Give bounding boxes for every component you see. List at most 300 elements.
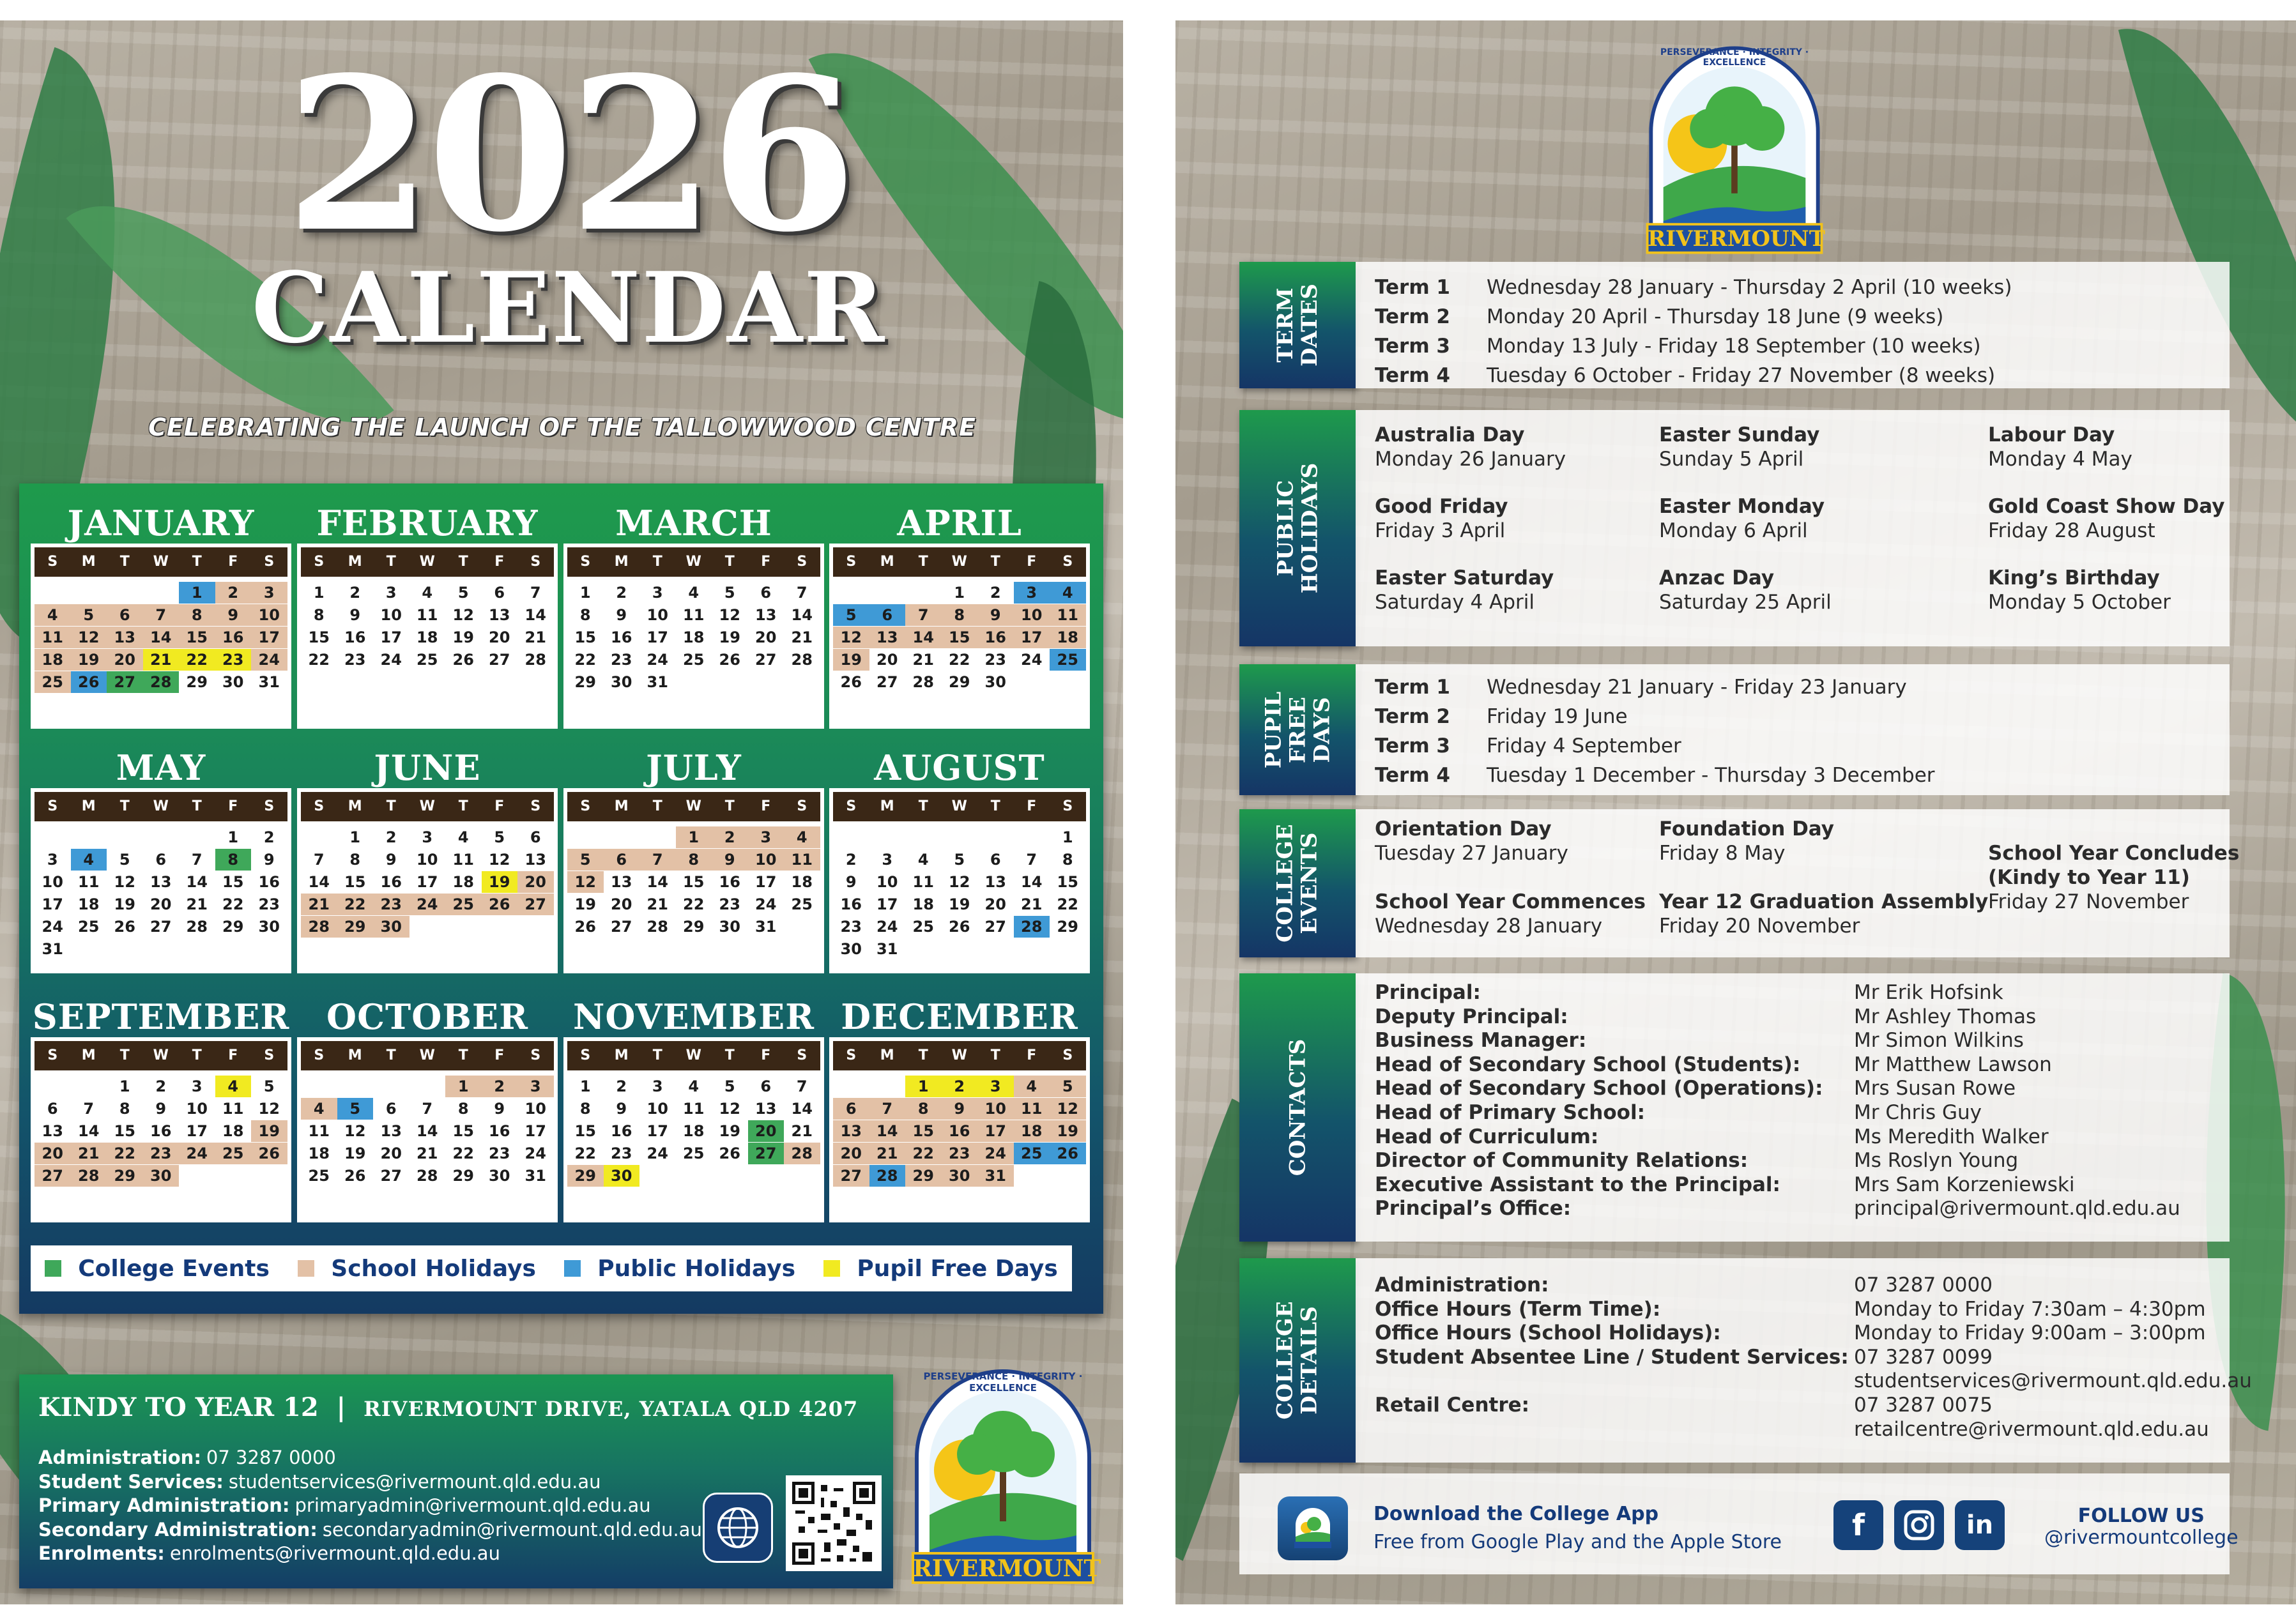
week-row — [567, 916, 820, 938]
info-item-name: King’s Birthday — [1988, 567, 2160, 590]
month-grid — [31, 788, 291, 973]
day-cell: 5 — [1050, 1076, 1086, 1097]
day-cell: 4 — [301, 1098, 337, 1120]
day-cell: 22 — [683, 895, 705, 913]
day-cell: 15 — [222, 873, 244, 891]
contact-footer — [19, 1374, 893, 1588]
weekday-label: T — [192, 554, 202, 570]
weekday-label: W — [153, 1047, 169, 1063]
day-cell: 30 — [840, 940, 862, 958]
weekday-label: S — [1062, 554, 1073, 570]
day-cell: 15 — [452, 1122, 474, 1140]
info-item-date: Wednesday 28 January — [1375, 915, 1603, 938]
day-cell: 26 — [482, 894, 518, 915]
day-cell: 6 — [833, 1098, 869, 1120]
college-details-tab-label: COLLEGE DETAILS — [1273, 1301, 1323, 1420]
day-cell: 8 — [905, 1098, 942, 1120]
social-handle[interactable]: @rivermountcollege — [2044, 1526, 2239, 1549]
detail-value: Mr Chris Guy — [1854, 1101, 1982, 1124]
day-cell: 5 — [457, 584, 469, 602]
weekday-label: T — [386, 798, 396, 814]
day-cell: 16 — [611, 1122, 632, 1140]
day-cell: 3 — [47, 851, 58, 869]
empty-day-cell — [712, 1165, 748, 1187]
day-cell: 9 — [977, 604, 1014, 626]
day-cell: 10 — [251, 604, 287, 626]
day-cell: 26 — [840, 673, 862, 691]
day-cell: 31 — [977, 1165, 1014, 1187]
public-holidays-body — [1356, 410, 2230, 646]
day-cell: 3 — [385, 584, 397, 602]
term-text: Wednesday 21 January - Friday 23 January — [1487, 676, 1907, 699]
day-cell: 18 — [417, 628, 438, 646]
legend-swatch — [298, 1260, 314, 1277]
day-cell: 14 — [186, 873, 208, 891]
day-cell: 1 — [676, 826, 712, 848]
day-cell: 11 — [452, 851, 474, 869]
day-cell: 21 — [143, 649, 180, 671]
empty-day-cell — [1014, 826, 1050, 848]
legend-label: School Holidays — [331, 1255, 536, 1282]
day-cell: 31 — [647, 673, 668, 691]
weekday-label: S — [47, 798, 58, 814]
empty-day-cell — [869, 826, 906, 848]
day-cell: 7 — [191, 851, 203, 869]
day-cell: 1 — [349, 828, 361, 846]
weekday-label: W — [951, 554, 967, 570]
day-cell: 11 — [784, 849, 820, 871]
month-grid — [563, 1037, 824, 1222]
day-cell: 14 — [143, 627, 180, 648]
day-cell: 26 — [114, 918, 135, 936]
day-cell: 6 — [385, 1100, 397, 1118]
day-cell: 8 — [1062, 851, 1073, 869]
day-cell: 21 — [912, 651, 934, 669]
info-item-date: Friday 3 April — [1375, 519, 1506, 542]
day-cell: 4 — [784, 826, 820, 848]
info-item-name: Easter Sunday — [1659, 423, 1820, 446]
day-cell: 22 — [574, 651, 596, 669]
day-cell: 27 — [517, 894, 554, 915]
college-events-tab-label: COLLEGE EVENTS — [1273, 824, 1323, 943]
day-cell: 3 — [251, 582, 287, 604]
month-name: AUGUST — [874, 747, 1045, 788]
day-cell: 20 — [876, 651, 898, 669]
linkedin-icon[interactable]: in — [1955, 1500, 2005, 1550]
weekday-label: T — [990, 1047, 1000, 1063]
empty-day-cell — [748, 1165, 784, 1187]
info-item — [1375, 494, 1508, 543]
day-cell: 6 — [604, 849, 640, 871]
legend-item — [298, 1256, 536, 1282]
weekday-label: T — [119, 1047, 130, 1063]
contacts-section — [1239, 973, 2230, 1242]
detail-label: Office Hours (Term Time): — [1375, 1297, 1661, 1321]
weekday-label: F — [228, 1047, 238, 1063]
day-cell: 14 — [905, 627, 942, 648]
empty-day-cell — [34, 826, 71, 848]
weekday-header — [34, 1041, 287, 1070]
info-item-date: Saturday 25 April — [1659, 591, 1832, 614]
week-row — [301, 894, 554, 916]
weekday-label: W — [153, 798, 169, 814]
day-cell: 19 — [251, 1120, 287, 1142]
detail-row — [1375, 1125, 2049, 1150]
day-cell: 7 — [796, 1077, 807, 1095]
day-cell: 27 — [489, 651, 510, 669]
day-cell: 7 — [313, 851, 325, 869]
day-cell: 21 — [791, 1122, 813, 1140]
weekday-label: W — [951, 1047, 967, 1063]
empty-day-cell — [337, 1076, 374, 1097]
empty-day-cell — [1014, 671, 1050, 693]
day-cell: 24 — [380, 651, 402, 669]
day-cell: 3 — [191, 1077, 203, 1095]
day-cell: 11 — [1050, 604, 1086, 626]
week-row — [567, 871, 820, 894]
week-row — [833, 916, 1086, 938]
detail-label: Executive Assistant to the Principal: — [1375, 1173, 1780, 1196]
footer-contact-label: Secondary Administration: — [38, 1518, 318, 1540]
instagram-glyph — [1902, 1509, 1936, 1542]
day-cell: 22 — [179, 649, 215, 671]
empty-day-cell — [107, 582, 143, 604]
day-cell: 18 — [222, 1122, 244, 1140]
detail-label: Principal: — [1375, 981, 1481, 1004]
info-item-name: Orientation Day — [1375, 818, 1552, 841]
weekday-label: T — [990, 554, 1000, 570]
day-cell: 12 — [1050, 1098, 1086, 1120]
day-cell: 2 — [263, 828, 275, 846]
weekday-label: S — [314, 1047, 325, 1063]
day-cell: 3 — [1014, 582, 1050, 604]
day-cell: 21 — [417, 1145, 438, 1162]
day-cell: 1 — [579, 584, 591, 602]
info-item-name: School Year Commences — [1375, 890, 1646, 913]
week-row — [567, 1098, 820, 1120]
day-cell: 14 — [524, 606, 546, 624]
college-app-icon[interactable] — [1278, 1496, 1348, 1560]
detail-value: Mr Erik Hofsink — [1854, 981, 2003, 1004]
day-cell: 12 — [833, 627, 869, 648]
week-row — [34, 671, 287, 694]
footer-contact-label: Primary Administration: — [38, 1495, 290, 1516]
month-december — [829, 991, 1090, 1222]
college-details-section — [1239, 1258, 2252, 1463]
public-holidays-tab — [1239, 410, 1356, 646]
weekday-label: W — [685, 798, 701, 814]
week-row — [301, 871, 554, 894]
day-cell: 27 — [876, 673, 898, 691]
term-line — [1375, 305, 1943, 328]
empty-day-cell — [1050, 671, 1086, 693]
week-row — [34, 649, 287, 671]
day-cell: 24 — [647, 651, 668, 669]
day-cell: 1 — [954, 584, 965, 602]
day-cell: 6 — [494, 584, 505, 602]
weekday-label: S — [530, 1047, 541, 1063]
day-cell: 29 — [1057, 918, 1078, 936]
detail-value: Ms Roslyn Young — [1854, 1149, 2019, 1173]
week-row — [833, 826, 1086, 849]
month-november — [563, 991, 824, 1222]
month-february — [297, 498, 558, 729]
day-cell: 16 — [344, 628, 366, 646]
term-label: Term 3 — [1375, 734, 1451, 757]
week-row — [301, 826, 554, 849]
weekday-label: S — [314, 554, 325, 570]
weekday-label: S — [580, 798, 591, 814]
day-cell: 16 — [611, 628, 632, 646]
footer-contact-value[interactable]: secondaryadmin@rivermount.qld.edu.au — [322, 1518, 702, 1540]
day-cell: 27 — [755, 651, 777, 669]
info-item — [1375, 817, 1568, 865]
day-cell: 23 — [215, 649, 252, 671]
day-cell: 4 — [71, 849, 107, 871]
info-item-name: Labour Day — [1988, 423, 2115, 446]
weekday-label: T — [386, 554, 396, 570]
day-cell: 26 — [719, 651, 740, 669]
footer-contact-value[interactable]: enrolments@rivermount.qld.edu.au — [169, 1542, 500, 1564]
empty-day-cell — [107, 826, 143, 848]
day-cell: 5 — [567, 849, 604, 871]
qr-code-icon — [792, 1482, 875, 1565]
day-cell: 21 — [524, 628, 546, 646]
empty-day-cell — [517, 916, 554, 938]
info-item-name: Australia Day — [1375, 423, 1525, 446]
week-row — [301, 916, 554, 938]
week-row — [833, 849, 1086, 871]
term-dates-body — [1356, 262, 2230, 388]
week-row — [301, 582, 554, 604]
college-crest-top — [1639, 45, 1830, 255]
day-cell: 25 — [683, 1145, 705, 1162]
day-cell: 6 — [155, 851, 167, 869]
day-cell: 25 — [1050, 649, 1086, 671]
day-cell: 4 — [34, 604, 71, 626]
day-cell: 17 — [755, 873, 777, 891]
detail-label: Head of Secondary School (Operations): — [1375, 1077, 1823, 1100]
month-april — [829, 498, 1090, 729]
month-name: JULY — [646, 747, 742, 788]
weekday-label: F — [494, 798, 505, 814]
day-cell: 15 — [942, 627, 978, 648]
day-cell: 11 — [1014, 1098, 1050, 1120]
info-item-date: Friday 8 May — [1659, 842, 1786, 865]
day-cell: 25 — [78, 918, 100, 936]
detail-value: Mrs Sam Korzeniewski — [1854, 1173, 2075, 1196]
weekday-label: S — [797, 798, 807, 814]
empty-day-cell — [71, 582, 107, 604]
info-item-name: Easter Monday — [1659, 495, 1825, 518]
info-item-name: Good Friday — [1375, 495, 1508, 518]
empty-day-cell — [301, 826, 337, 848]
day-cell: 9 — [845, 873, 857, 891]
day-cell: 29 — [949, 673, 970, 691]
day-cell: 27 — [611, 918, 632, 936]
day-cell: 19 — [71, 649, 107, 671]
detail-row — [1375, 1173, 2074, 1198]
week-row — [34, 916, 287, 938]
weekday-header — [301, 792, 554, 821]
day-cell: 25 — [417, 651, 438, 669]
day-cell: 8 — [676, 849, 712, 871]
day-cell: 20 — [833, 1143, 869, 1164]
detail-row — [1375, 1369, 2252, 1394]
empty-day-cell — [179, 938, 215, 960]
day-cell: 22 — [905, 1143, 942, 1164]
info-item — [1659, 890, 1988, 938]
day-cell: 16 — [150, 1122, 172, 1140]
day-cell: 26 — [949, 918, 970, 936]
day-cell: 22 — [308, 651, 330, 669]
empty-day-cell — [639, 1165, 676, 1187]
footer-contact-value[interactable]: primaryadmin@rivermount.qld.edu.au — [295, 1495, 651, 1516]
day-cell: 1 — [227, 828, 239, 846]
day-cell: 16 — [719, 873, 740, 891]
day-cell: 16 — [215, 627, 252, 648]
day-cell: 18 — [912, 895, 934, 913]
day-cell: 11 — [912, 873, 934, 891]
week-row — [567, 826, 820, 849]
month-name: SEPTEMBER — [32, 996, 290, 1037]
instagram-icon[interactable] — [1894, 1500, 1944, 1550]
day-cell: 31 — [755, 918, 777, 936]
detail-row — [1375, 1418, 2209, 1442]
empty-day-cell — [784, 1165, 820, 1187]
day-cell: 23 — [143, 1143, 180, 1164]
qr-code[interactable] — [786, 1475, 882, 1571]
day-cell: 10 — [417, 851, 438, 869]
info-item — [1988, 494, 2224, 543]
day-cell: 16 — [942, 1120, 978, 1142]
day-cell: 13 — [489, 606, 510, 624]
info-item — [1375, 566, 1554, 614]
info-item-name: Anzac Day — [1659, 567, 1775, 590]
detail-value: studentservices@rivermount.qld.edu.au — [1854, 1369, 2252, 1393]
legend-swatch — [823, 1260, 840, 1277]
weekday-label: S — [264, 1047, 275, 1063]
day-cell: 3 — [652, 1077, 663, 1095]
day-cell: 20 — [984, 895, 1006, 913]
detail-label: Head of Curriculum: — [1375, 1125, 1599, 1148]
day-cell: 1 — [179, 582, 215, 604]
day-cell: 31 — [524, 1167, 546, 1185]
day-cell: 17 — [42, 895, 63, 913]
day-cell: 14 — [78, 1122, 100, 1140]
footer-contact-label: Student Services: — [38, 1470, 224, 1493]
day-cell: 27 — [150, 918, 172, 936]
day-cell: 13 — [869, 627, 906, 648]
day-cell: 30 — [258, 918, 280, 936]
empty-day-cell — [977, 938, 1014, 960]
day-cell: 28 — [647, 918, 668, 936]
day-cell: 25 — [912, 918, 934, 936]
empty-day-cell — [784, 916, 820, 938]
day-cell: 17 — [876, 895, 898, 913]
facebook-icon[interactable]: f — [1833, 1500, 1883, 1550]
weekday-label: T — [192, 798, 202, 814]
pupil-free-days-tab — [1239, 664, 1356, 795]
day-cell: 2 — [616, 1077, 627, 1095]
weekday-label: S — [846, 798, 857, 814]
day-cell: 12 — [114, 873, 135, 891]
info-item-name: School Year Concludes (Kindy to Year 11) — [1988, 842, 2240, 889]
day-cell: 31 — [42, 940, 63, 958]
public-holidays-tab-label: PUBLIC HOLIDAYS — [1273, 462, 1322, 594]
app-download-title[interactable]: Download the College App — [1374, 1503, 1659, 1525]
footer-contact-value[interactable]: studentservices@rivermount.qld.edu.au — [228, 1470, 601, 1493]
day-cell: 11 — [308, 1122, 330, 1140]
day-cell: 15 — [683, 873, 705, 891]
legend-item — [564, 1256, 795, 1282]
empty-day-cell — [833, 582, 869, 604]
info-item-date: Friday 28 August — [1988, 519, 2155, 542]
footer-contact-value[interactable]: 07 3287 0000 — [206, 1447, 336, 1468]
empty-day-cell — [639, 826, 676, 848]
footer-separator: | — [336, 1392, 346, 1422]
month-name: APRIL — [897, 503, 1022, 544]
day-cell: 18 — [78, 895, 100, 913]
detail-row — [1375, 1101, 1982, 1125]
empty-day-cell — [34, 582, 71, 604]
day-cell: 13 — [755, 606, 777, 624]
weekday-label: F — [494, 1047, 505, 1063]
day-cell: 4 — [1050, 582, 1086, 604]
day-cell: 28 — [1014, 916, 1050, 938]
weekday-label: M — [614, 798, 629, 814]
day-cell: 12 — [719, 1100, 740, 1118]
day-cell: 6 — [107, 604, 143, 626]
app-download-bar — [1239, 1473, 2239, 1574]
day-cell: 7 — [869, 1098, 906, 1120]
empty-day-cell — [1014, 1165, 1050, 1187]
day-cell: 5 — [833, 604, 869, 626]
day-cell: 13 — [524, 851, 546, 869]
day-cell: 8 — [457, 1100, 469, 1118]
information-page — [1175, 20, 2296, 1604]
day-cell: 29 — [452, 1167, 474, 1185]
day-cell: 29 — [337, 916, 374, 938]
empty-day-cell — [143, 938, 180, 960]
day-cell: 12 — [949, 873, 970, 891]
day-cell: 8 — [119, 1100, 130, 1118]
weekday-label: F — [1027, 1047, 1037, 1063]
term-text: Monday 20 April - Thursday 18 June (9 weeks) — [1487, 305, 1944, 328]
website-button[interactable] — [703, 1493, 773, 1563]
public-holidays-section — [1239, 410, 2230, 646]
month-august — [829, 742, 1090, 973]
weekday-header — [833, 792, 1086, 821]
info-item-date: Monday 5 October — [1988, 591, 2171, 614]
legend-label: College Events — [78, 1255, 270, 1282]
day-cell: 11 — [78, 873, 100, 891]
month-name: NOVEMBER — [573, 996, 815, 1037]
detail-row — [1375, 1346, 1993, 1370]
month-june — [297, 742, 558, 973]
day-cell: 12 — [452, 606, 474, 624]
day-cell: 11 — [222, 1100, 244, 1118]
day-cell: 12 — [344, 1122, 366, 1140]
empty-day-cell — [373, 1076, 409, 1097]
day-cell: 26 — [1050, 1143, 1086, 1164]
day-cell: 19 — [482, 871, 518, 893]
day-cell: 27 — [380, 1167, 402, 1185]
day-cell: 13 — [150, 873, 172, 891]
day-cell: 8 — [579, 1100, 591, 1118]
globe-icon — [716, 1505, 760, 1550]
day-cell: 15 — [574, 628, 596, 646]
